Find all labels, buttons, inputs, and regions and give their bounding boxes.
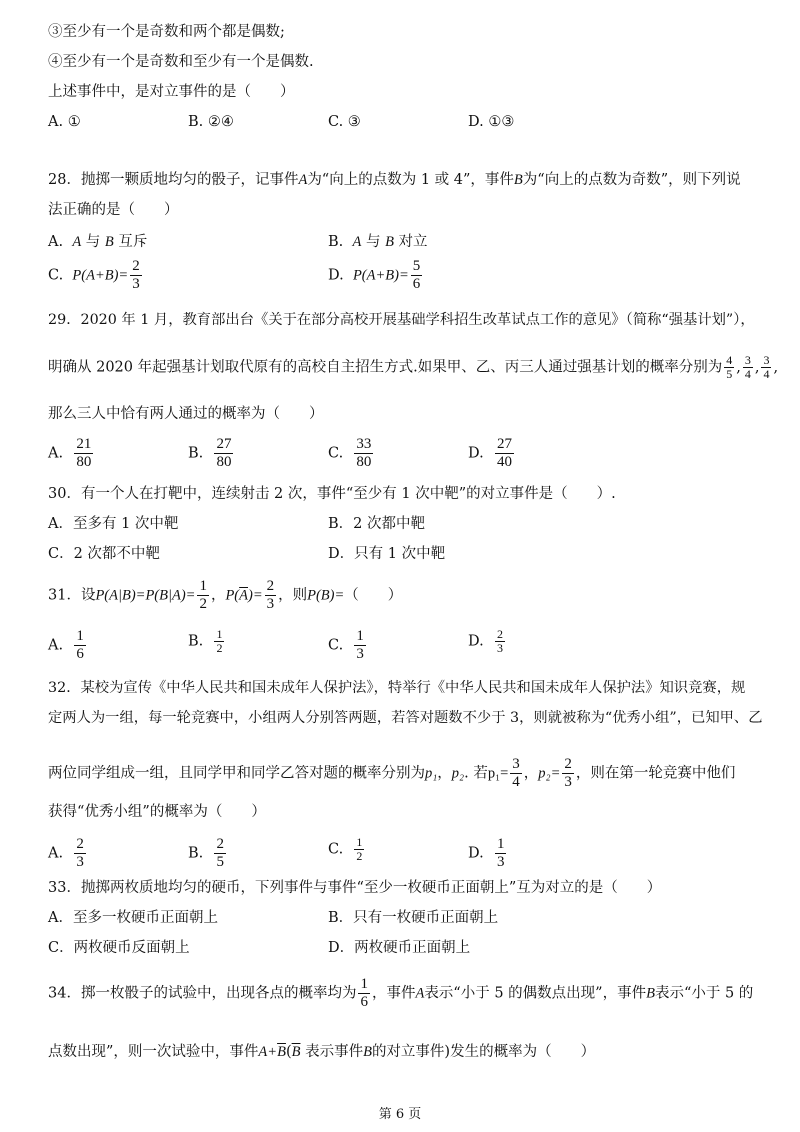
q28-option-c[interactable]: C. P(A+B)= $\frac{2}{3}$ [48, 258, 140, 292]
fraction: $\frac{1}{2}$ [356, 835, 363, 863]
q32-stem-line4: 获得“优秀小组”的概率为（ ） [48, 804, 266, 820]
event-item-3: ③至少有一个是奇数和两个都是偶数; [48, 24, 285, 40]
fraction: $\frac{27}{80}$ [216, 436, 232, 470]
q30-option-d[interactable]: D．只有 1 次中靶 [328, 546, 446, 562]
q29-option-a[interactable]: A. $\frac{21}{80}$ [48, 436, 92, 470]
q30-option-a[interactable]: A．至多有 1 次中靶 [48, 516, 179, 532]
q34-stem-line1: 34．掷一枚骰子的试验中，出现各点的概率均为 $\frac{1}{6}$ ，事件A表示“小于 5 的偶数点出现”，事件B表示“小于 5 的 [48, 976, 754, 1010]
q29-stem-line3: 那么三人中恰有两人通过的概率为（ ） [48, 406, 324, 422]
fraction: $\frac{3}{4}$ [763, 353, 770, 381]
q32-stem-line3: 两位同学组成一组，且同学甲和同学乙答对题的概率分别为p₁，p₂. 若p₁= $\frac{3}{4}$ ，p₂= $\frac{2}{3}$ ，则在第一轮竞赛中他们 [48, 756, 736, 790]
q32-option-b[interactable]: B. $\frac{2}{5}$ [188, 836, 224, 870]
q28-stem-line2: 法正确的是（ ） [48, 202, 179, 218]
q28-option-b[interactable]: B. A 与 B 对立 [328, 234, 428, 250]
page-number: 第 6 页 [378, 1107, 422, 1122]
q31-option-a[interactable]: A. $\frac{1}{6}$ [48, 628, 84, 662]
q27-stem: 上述事件中，是对立事件的是（ ） [48, 84, 295, 100]
fraction: $\frac{3}{4}$ [512, 756, 520, 790]
fraction: $\frac{33}{80}$ [356, 436, 372, 470]
q31-option-b[interactable]: B. $\frac{1}{2}$ [188, 627, 223, 655]
q29-stem-line2: 明确从 2020 年起强基计划取代原有的高校自主招生方式.如果甲、乙、丙三人通过强基计划的概率分别为 $\frac{4}{5}$ , $\frac{3}{4}$ , $\frac{3}{4}$ , [48, 353, 779, 381]
fraction: $\frac{21}{80}$ [76, 436, 92, 470]
q33-option-b[interactable]: B．只有一枚硬币正面朝上 [328, 910, 499, 926]
q31-option-d[interactable]: D. $\frac{2}{3}$ [468, 627, 503, 655]
q33-option-c[interactable]: C．两枚硬币反面朝上 [48, 940, 190, 956]
fraction: $\frac{2}{3}$ [564, 756, 572, 790]
q27-option-a[interactable]: A. ① [48, 114, 81, 130]
fraction: $\frac{1}{2}$ [216, 627, 223, 655]
fraction: $\frac{1}{3}$ [496, 836, 505, 870]
fraction: $\frac{2}{3}$ [496, 627, 503, 655]
q29-option-d[interactable]: D. $\frac{27}{40}$ [468, 436, 512, 470]
fraction: $\frac{2}{3}$ [266, 578, 275, 612]
q29-option-c[interactable]: C. $\frac{33}{80}$ [328, 436, 372, 470]
fraction: $\frac{2}{3}$ [132, 258, 140, 292]
fraction: $\frac{1}{2}$ [199, 578, 207, 612]
q33-option-a[interactable]: A．至多一枚硬币正面朝上 [48, 910, 218, 926]
q29-option-b[interactable]: B. $\frac{27}{80}$ [188, 436, 232, 470]
q28-stem: 28．抛掷一颗质地均匀的骰子，记事件A为“向上的点数为 1 或 4”，事件B为“向上的点数为奇数”，则下列说 [48, 172, 741, 188]
q30-option-b[interactable]: B．2 次都中靶 [328, 516, 425, 532]
fraction: $\frac{5}{6}$ [412, 258, 421, 292]
q31-option-c[interactable]: C. $\frac{1}{3}$ [328, 628, 364, 662]
q31-stem: 31．设P(A|B)=P(B|A)= $\frac{1}{2}$ ，$P(\overline{A})=$ $\frac{2}{3}$ ，则P(B)=（ ） [48, 578, 403, 612]
fraction: $\frac{2}{3}$ [76, 836, 84, 870]
q27-option-d[interactable]: D. ①③ [468, 114, 515, 130]
q32-option-d[interactable]: D. $\frac{1}{3}$ [468, 836, 505, 870]
q32-option-a[interactable]: A. $\frac{2}{3}$ [48, 836, 84, 870]
q32-stem-line1: 32．某校为宣传《中华人民共和国未成年人保护法》，特举行《中华人民共和国未成年人保护法》知识竞赛，规 [48, 680, 746, 696]
q34-stem-line2: 点数出现”，则一次试验中，事件$A+\overline{B}(\overline{B}$ 表示事件B的对立事件)发生的概率为（ ） [48, 1044, 596, 1060]
q27-option-b[interactable]: B. ②④ [188, 114, 234, 130]
fraction: $\frac{27}{40}$ [496, 436, 512, 470]
q30-stem: 30．有一个人在打靶中，连续射击 2 次，事件“至少有 1 次中靶”的对立事件是（ ）. [48, 486, 616, 502]
fraction: $\frac{1}{6}$ [360, 976, 368, 1010]
q33-option-d[interactable]: D．两枚硬币正面朝上 [328, 940, 471, 956]
q33-stem: 33．抛掷两枚质地均匀的硬币，下列事件与事件“至少一枚硬币正面朝上”互为对立的是（ ） [48, 880, 662, 896]
q29-stem-line1: 29．2020 年 1 月，教育部出台《关于在部分高校开展基础学科招生改革试点工作的意见》（简称“强基计划”）， [48, 312, 755, 328]
q32-option-c[interactable]: C. $\frac{1}{2}$ [328, 835, 363, 863]
fraction: $\frac{1}{3}$ [356, 628, 364, 662]
q32-stem-line2: 定两人为一组，每一轮竞赛中，小组两人分别答两题，若答对题数不少于 3，则就被称为“优秀小组”，已知甲、乙 [48, 710, 763, 726]
q28-option-a[interactable]: A. A 与 B 互斥 [48, 234, 148, 250]
q27-option-c[interactable]: C. ③ [328, 114, 361, 130]
fraction: $\frac{4}{5}$ [726, 353, 733, 381]
fraction: $\frac{3}{4}$ [744, 353, 751, 381]
q28-option-d[interactable]: D. P(A+B)= $\frac{5}{6}$ [328, 258, 421, 292]
fraction: $\frac{1}{6}$ [76, 628, 84, 662]
event-item-4: ④至少有一个是奇数和至少有一个是偶数. [48, 54, 314, 70]
q30-option-c[interactable]: C．2 次都不中靶 [48, 546, 160, 562]
fraction: $\frac{2}{5}$ [216, 836, 224, 870]
